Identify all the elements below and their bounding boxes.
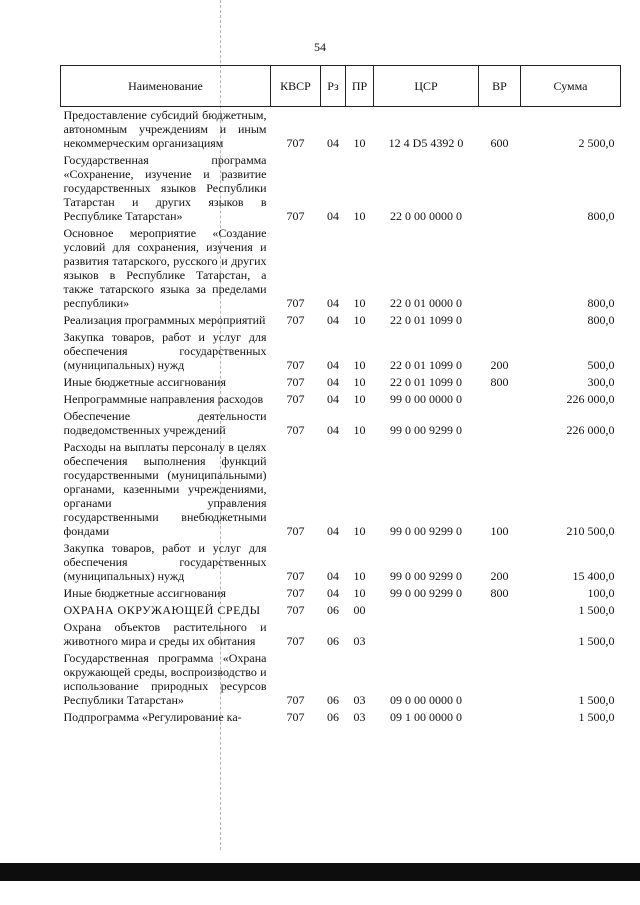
- budget-table-container: [60, 65, 620, 726]
- row-kvsr: 707: [286, 603, 305, 617]
- row-rz: 04: [327, 209, 339, 223]
- row-csr: 22 0 01 1099 0: [390, 375, 462, 389]
- row-rz: 06: [327, 634, 339, 648]
- row-csr: 22 0 01 1099 0: [390, 358, 462, 372]
- row-sum: 1 500,0: [578, 634, 615, 648]
- row-pr: 10: [353, 358, 366, 372]
- row-pr: 10: [353, 569, 366, 583]
- row-vr: 800: [490, 375, 509, 389]
- row-sum: 226 000,0: [566, 392, 615, 406]
- row-csr: 22 0 01 0000 0: [390, 296, 462, 310]
- row-name: Предоставление субсидий бюджетным, автономным учреждениям и иным некоммерческим организациям: [63, 108, 267, 150]
- row-rz: 04: [327, 296, 339, 310]
- scan-bottom-edge: [0, 863, 640, 881]
- row-csr: [374, 602, 479, 619]
- row-vr: [479, 225, 521, 312]
- row-vr: 200: [490, 569, 509, 583]
- row-csr: [374, 619, 479, 650]
- row-kvsr: 707: [286, 358, 305, 372]
- row-name: Охрана объектов растительного и животного мира и среды их обитания: [63, 620, 267, 648]
- row-pr: 03: [353, 634, 366, 648]
- table-row: [61, 225, 621, 312]
- row-name: Иные бюджетные ассигнования: [63, 375, 226, 389]
- row-name: Реализация программных мероприятий: [63, 313, 266, 327]
- table-row: [61, 619, 621, 650]
- row-rz: 04: [327, 586, 339, 600]
- row-vr: [479, 312, 521, 329]
- row-csr: 99 0 00 9299 0: [390, 423, 462, 437]
- table-row: [61, 408, 621, 439]
- row-vr: [479, 709, 521, 726]
- table-row: [61, 312, 621, 329]
- row-kvsr: 707: [286, 586, 305, 600]
- page-number: 54: [314, 40, 326, 54]
- row-pr: 10: [353, 392, 366, 406]
- row-sum: 100,0: [587, 586, 615, 600]
- row-name: ОХРАНА ОКРУЖАЮЩЕЙ СРЕДЫ: [63, 603, 261, 617]
- row-rz: 04: [327, 375, 339, 389]
- row-csr: 09 1 00 0000 0: [390, 710, 462, 724]
- table-header-row: [61, 66, 621, 107]
- row-sum: 1 500,0: [578, 603, 615, 617]
- row-pr: 10: [353, 375, 366, 389]
- table-row: [61, 650, 621, 709]
- row-name: Основное мероприятие «Создание условий для сохранения, изучения и развития татарского, русского и других языков в Республике Татарстан, а также татарского языка за пределами республики»: [63, 226, 267, 310]
- row-rz: 04: [327, 423, 339, 437]
- row-csr: 99 0 00 9299 0: [390, 586, 462, 600]
- row-sum: 226 000,0: [566, 423, 615, 437]
- row-name: Непрограммные направления расходов: [63, 392, 264, 406]
- row-sum: 800,0: [587, 296, 615, 310]
- header-csr: ЦСР: [374, 66, 479, 107]
- row-csr: 22 0 00 0000 0: [390, 209, 462, 223]
- row-kvsr: 707: [286, 375, 305, 389]
- row-pr: 03: [353, 710, 366, 724]
- row-rz: 04: [327, 524, 339, 538]
- row-csr: 99 0 00 9299 0: [390, 569, 462, 583]
- row-csr: 09 0 00 0000 0: [390, 693, 462, 707]
- row-pr: 10: [353, 423, 366, 437]
- row-rz: 06: [327, 693, 339, 707]
- table-row: [61, 585, 621, 602]
- table-row: [61, 329, 621, 374]
- row-pr: 03: [353, 693, 366, 707]
- row-kvsr: 707: [286, 423, 305, 437]
- table-row: [61, 374, 621, 391]
- header-sum: Сумма: [521, 66, 621, 107]
- table-row: [61, 540, 621, 585]
- table-row: [61, 709, 621, 726]
- row-sum: 1 500,0: [578, 710, 615, 724]
- row-pr: 10: [353, 136, 366, 150]
- row-vr: [479, 619, 521, 650]
- row-csr: 99 0 00 9299 0: [390, 524, 462, 538]
- row-rz: 06: [327, 603, 339, 617]
- header-rz: Рз: [321, 66, 346, 107]
- row-kvsr: 707: [286, 634, 305, 648]
- row-name: Иные бюджетные ассигнования: [63, 586, 226, 600]
- row-vr: [479, 391, 521, 408]
- row-vr: 100: [490, 524, 509, 538]
- row-pr: 10: [353, 524, 366, 538]
- row-vr: [479, 152, 521, 225]
- row-pr: 10: [353, 313, 366, 327]
- row-sum: 500,0: [587, 358, 615, 372]
- row-vr: 200: [490, 358, 509, 372]
- header-pr: ПР: [346, 66, 374, 107]
- row-kvsr: 707: [286, 524, 305, 538]
- row-pr: 10: [353, 296, 366, 310]
- row-pr: 00: [353, 603, 366, 617]
- row-rz: 04: [327, 313, 339, 327]
- row-sum: 800,0: [587, 209, 615, 223]
- row-name: Государственная программа «Сохранение, изучение и развитие государственных языков Республики Татарстан и других языков в Республике Татарстан»: [63, 153, 267, 223]
- row-kvsr: 707: [286, 710, 305, 724]
- row-vr: 600: [490, 136, 509, 150]
- row-name: Государственная программа «Охрана окружающей среды, воспроизводство и использование природных ресурсов Республики Татарстан»: [63, 651, 267, 707]
- header-vr: ВР: [479, 66, 521, 107]
- row-kvsr: 707: [286, 296, 305, 310]
- row-csr: 22 0 01 1099 0: [390, 313, 462, 327]
- row-vr: [479, 602, 521, 619]
- row-sum: 210 500,0: [566, 524, 615, 538]
- row-pr: 10: [353, 586, 366, 600]
- row-csr: 12 4 D5 4392 0: [388, 136, 464, 150]
- row-name: Расходы на выплаты персоналу в целях обеспечения выполнения функций государственными (муниципальными) органами, казенными учреждениями, органами управления государственными внебюджетными фондами: [63, 440, 267, 538]
- header-kvsr: КВСР: [271, 66, 321, 107]
- row-sum: 800,0: [587, 313, 615, 327]
- row-sum: 1 500,0: [578, 693, 615, 707]
- row-name: Обеспечение деятельности подведомственных учреждений: [63, 409, 267, 437]
- row-vr: [479, 650, 521, 709]
- row-vr: 800: [490, 586, 509, 600]
- row-rz: 04: [327, 358, 339, 372]
- row-kvsr: 707: [286, 136, 305, 150]
- row-kvsr: 707: [286, 313, 305, 327]
- table-row: [61, 152, 621, 225]
- row-kvsr: 707: [286, 569, 305, 583]
- row-vr: [479, 408, 521, 439]
- budget-table: [60, 65, 621, 726]
- row-name: Закупка товаров, работ и услуг для обеспечения государственных (муниципальных) нужд: [63, 541, 267, 583]
- row-name: Закупка товаров, работ и услуг для обеспечения государственных (муниципальных) нужд: [63, 330, 267, 372]
- header-name: Наименование: [61, 66, 271, 107]
- row-rz: 06: [327, 710, 339, 724]
- row-sum: 300,0: [587, 375, 615, 389]
- row-sum: 15 400,0: [572, 569, 615, 583]
- table-row: [61, 107, 621, 153]
- row-rz: 04: [327, 569, 339, 583]
- row-kvsr: 707: [286, 209, 305, 223]
- row-rz: 04: [327, 136, 339, 150]
- table-row-section: [61, 602, 621, 619]
- row-csr: 99 0 00 0000 0: [390, 392, 462, 406]
- row-kvsr: 707: [286, 693, 305, 707]
- row-kvsr: 707: [286, 392, 305, 406]
- row-sum: 2 500,0: [578, 136, 615, 150]
- table-row: [61, 391, 621, 408]
- table-row: [61, 439, 621, 540]
- row-pr: 10: [353, 209, 366, 223]
- row-rz: 04: [327, 392, 339, 406]
- row-name: Подпрограмма «Регулирование ка-: [63, 710, 242, 724]
